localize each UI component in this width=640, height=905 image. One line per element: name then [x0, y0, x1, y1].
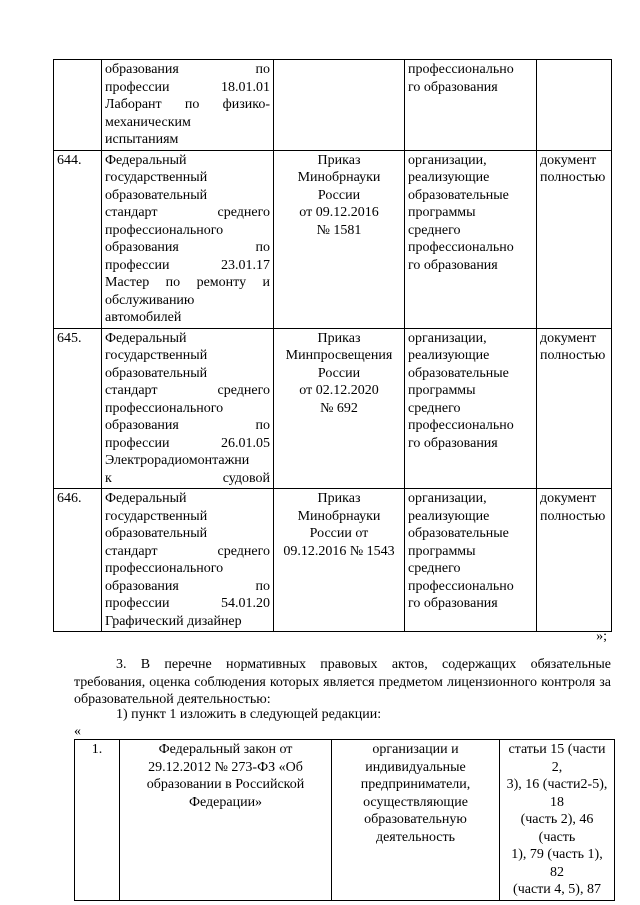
table-row — [54, 150, 612, 328]
standard-name: Федеральный государственный образовательный стандарт среднего профессионального образования по профессии 23.01.17 Мастер по ремонту и обслуживанию автомобилей — [102, 150, 274, 328]
scope: документ полностью — [537, 489, 612, 632]
requirements-table — [74, 739, 615, 901]
organizations: организации, реализующие образовательные программы среднего профессионально го образования — [405, 150, 537, 328]
organizations: организации, реализующие образовательные программы среднего профессионально го образования — [405, 328, 537, 489]
scope: документ полностью — [537, 328, 612, 489]
closing-quote: »; — [596, 629, 607, 644]
normative-act: Приказ Минобрнауки России от 09.12.2016 № 1581 — [274, 150, 405, 328]
row-number: 1. — [75, 740, 120, 901]
standard-name: Федеральный государственный образовательный стандарт среднего профессионального образования по профессии 54.01.20 Графический дизайнер — [102, 489, 274, 632]
normative-act — [274, 60, 405, 151]
standards-table — [53, 59, 612, 632]
opening-quote: « — [74, 724, 81, 739]
row-number: 644. — [54, 150, 102, 328]
table-row — [54, 328, 612, 489]
scope: документ полностью — [537, 150, 612, 328]
row-number: 645. — [54, 328, 102, 489]
subjects: организации и индивидуальные предприниматели, осуществляющие образовательную деятельность — [332, 740, 500, 901]
row-number — [54, 60, 102, 151]
row-number: 646. — [54, 489, 102, 632]
organizations: организации, реализующие образовательные программы среднего профессионально го образования — [405, 489, 537, 632]
law-act: Федеральный закон от 29.12.2012 № 273-ФЗ «Об образовании в Российской Федерации» — [120, 740, 332, 901]
table-row — [75, 740, 615, 901]
table-row — [54, 60, 612, 151]
table-row — [54, 489, 612, 632]
standard-name: образования по профессии 18.01.01 Лаборант по физико- механическим испытаниям — [102, 60, 274, 151]
item-1: 1) пункт 1 изложить в следующей редакции: — [116, 707, 382, 722]
normative-act: Приказ Минобрнауки России от 09.12.2016 № 1543 — [274, 489, 405, 632]
paragraph-3: 3. В перечне нормативных правовых актов, содержащих обязательные требования, оценка соблюдения которых является предметом лицензионного контроля за образовательной деятельностью: — [74, 657, 611, 707]
scope — [537, 60, 612, 151]
normative-act: Приказ Минпросвещения России от 02.12.2020 № 692 — [274, 328, 405, 489]
articles: статьи 15 (части 2, 3), 16 (части2-5), 18 (часть 2), 46 (часть 1), 79 (часть 1), 82 (части 4, 5), 87 — [500, 740, 615, 901]
standard-name: Федеральный государственный образовательный стандарт среднего профессионального образования по профессии 26.01.05 Электрорадиомонтажни к судовой — [102, 328, 274, 489]
organizations: профессионально го образования — [405, 60, 537, 151]
